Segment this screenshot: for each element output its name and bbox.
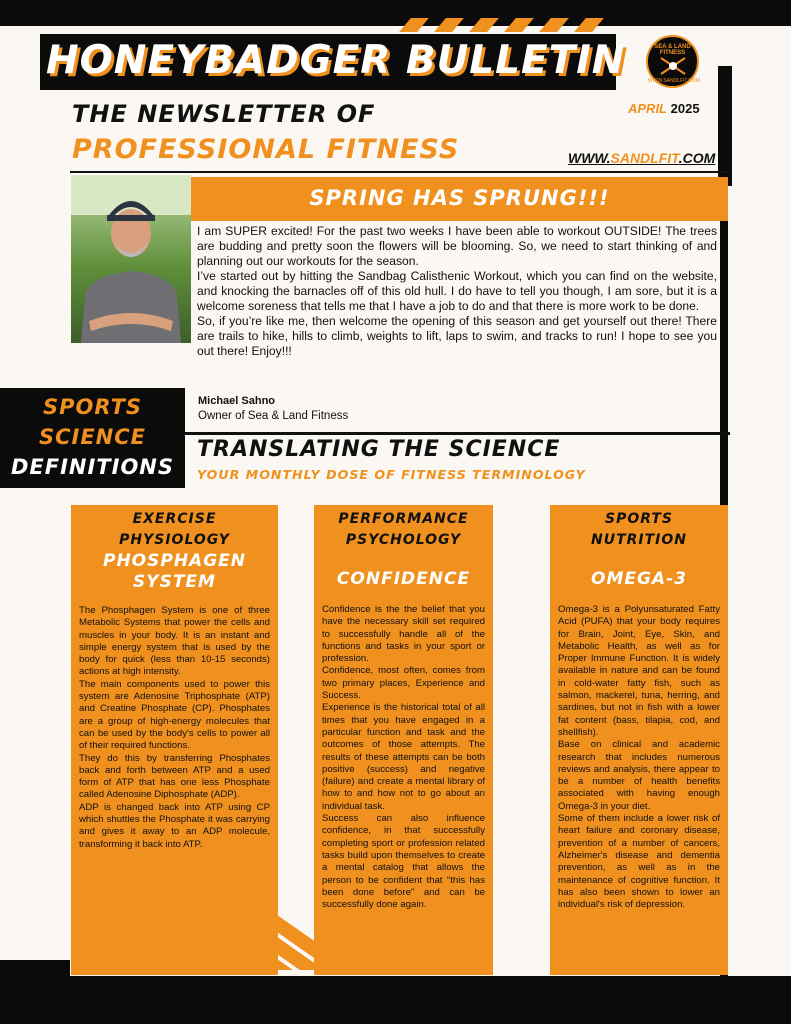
card-paragraph: The main components used to power this system are Adenosine Triphosphate (ATP) and Creatine Phosphate (CP). Phosphates are a group of high-energy molecules that can be used by the body's cells to power all of their required functions. xyxy=(79,678,270,752)
title-box xyxy=(40,34,626,90)
author-photo xyxy=(71,175,191,343)
card-category: PERFORMANCE xyxy=(338,511,469,527)
card-paragraph: Success can also influence confidence, in that successfully completing sport or profession related tasks build upon themselves to create a mental catalog that allows the person to be confident that "this has been done before" and can be successfully done again. xyxy=(322,813,485,911)
site-name: SANDLFIT xyxy=(610,150,679,166)
logo-badge xyxy=(646,35,699,88)
issue-month: APRIL xyxy=(628,101,667,116)
author-name: Michael Sahno xyxy=(198,395,276,407)
card-category: PSYCHOLOGY xyxy=(345,532,462,548)
card-category: EXERCISE xyxy=(132,511,217,527)
site-prefix: WWW. xyxy=(568,150,611,166)
site-suffix: .COM xyxy=(678,150,716,166)
section-divider xyxy=(185,432,730,435)
article-paragraph: I am SUPER excited! For the past two weeks I have been able to workout OUTSIDE! The trees are budding and pretty soon the flowers will be blooming. So, we need to start thinking of and planning out our workouts for the season. xyxy=(197,224,717,268)
card-body xyxy=(314,604,493,911)
card-category: PHYSIOLOGY xyxy=(119,532,230,548)
box-line2: SCIENCE xyxy=(38,425,147,449)
bottom-bar xyxy=(0,976,791,1024)
card-category: NUTRITION xyxy=(590,532,687,548)
box-line3: DEFINITIONS xyxy=(10,455,174,479)
card-body xyxy=(71,605,278,851)
issue-date xyxy=(628,101,700,116)
card-paragraph: Some of them include a lower risk of heart failure and coronary disease, prevention of a number of cancers, Alzheimer's disease and dementia prevention, as well as in the maintenance of cognitive function. It has also been shown to lower an individual's risk of depression. xyxy=(558,813,720,911)
person-portrait-icon xyxy=(71,175,191,343)
logo-url: WWW.SANDLFIT.COM xyxy=(648,78,700,84)
card-term: CONFIDENCE xyxy=(336,569,471,589)
card-paragraph: Experience is the historical total of all times that you have engaged in a particular function and task and the outcomes of those attempts. The results of these attempts can be both positive (success) and negative (failure) and create a mental library of how to and how not to go about an individual task. xyxy=(322,702,485,812)
card-term: PHOSPHAGEN xyxy=(102,551,247,571)
card-paragraph: Confidence, most often, comes from two primary places, Experience and Success. xyxy=(322,665,485,702)
issue-year: 2025 xyxy=(670,101,700,116)
top-stripes xyxy=(395,18,625,32)
card-category: SPORTS xyxy=(604,511,674,527)
newsletter-title: HONEYBADGER BULLETIN xyxy=(46,38,626,83)
sports-science-box xyxy=(0,388,185,488)
subtitle-line1: THE NEWSLETTER OF xyxy=(72,100,376,128)
article-paragraph: So, if you’re like me, then welcome the opening of this season and get yourself out there! There are trails to hike, hills to climb, weights to lift, laps to swim, and tracks to run! I hope to see you out there! Enjoy!!! xyxy=(197,314,717,358)
bottom-bar xyxy=(0,960,70,976)
box-line1: SPORTS xyxy=(42,395,143,419)
feature-banner xyxy=(191,177,728,221)
section-subtitle: YOUR MONTHLY DOSE OF FITNESS TERMINOLOGY xyxy=(197,467,586,482)
card-body xyxy=(550,604,728,911)
feature-article xyxy=(197,224,717,359)
author-title: Owner of Sea & Land Fitness xyxy=(198,410,349,422)
card-paragraph: They do this by transferring Phosphates back and forth between ATP and a used form of ATP that has one less Phosphate called Adenosine Diphosphate (ADP). xyxy=(79,752,270,801)
card-paragraph: Omega-3 is a Polyunsaturated Fatty Acid (PUFA) that your body requires for Brain, Joint, Eye, Skin, and Metabolic Health, as well as for Proper Immune Function. It is widely available in nature and can be found in cold-water fatty fish, such as salmon, mackerel, tuna, herring, and sardines, but not in fish with a lower fat content (bass, tilapia, cod, and shellfish). xyxy=(558,604,720,738)
card-paragraph: Base on clinical and academic research that includes numerous reviews and analysis, there appear to be a number of health benefits associated with having enough Omega-3 in your diet. xyxy=(558,739,720,812)
definition-card-performance-psychology xyxy=(314,505,493,975)
header-divider xyxy=(70,171,730,173)
card-paragraph: ADP is changed back into ATP using CP which shuttles the Phosphate it was carrying and gives it away to an ADP molecule, transforming it back into ATP. xyxy=(79,801,270,850)
crossed-oars-icon xyxy=(658,56,688,76)
logo xyxy=(638,34,708,90)
website-link[interactable] xyxy=(568,150,715,166)
bottom-stripes xyxy=(270,910,340,970)
section-title: TRANSLATING THE SCIENCE xyxy=(197,437,561,462)
logo-text: SEA & LAND FITNESS xyxy=(654,44,691,56)
card-term: OMEGA-3 xyxy=(591,569,687,589)
card-paragraph: Confidence is the the belief that you have the necessary skill set required to successfully handle all of the functions and tasks in your sport or profession. xyxy=(322,604,485,665)
feature-title: SPRING HAS SPRUNG!!! xyxy=(309,186,610,210)
definition-card-sports-nutrition xyxy=(550,505,728,975)
article-paragraph: I’ve started out by hitting the Sandbag Calisthenic Workout, which you can find on the website, and knocking the barnacles off of this old hull. I do have to tell you though, I am sore, but it is a welcome soreness that tells me that I have a job to do and that there is more work to be done. xyxy=(197,269,717,313)
subtitle-line2: PROFESSIONAL FITNESS xyxy=(72,134,460,165)
definition-card-exercise-physiology xyxy=(71,505,278,975)
card-term: SYSTEM xyxy=(133,572,216,592)
card-paragraph: The Phosphagen System is one of three Metabolic Systems that power the cells and muscles in your body. It is an instant and simple energy system that is used by the body for quick (less than 10-15 seconds) actions at high intensity. xyxy=(79,605,270,678)
